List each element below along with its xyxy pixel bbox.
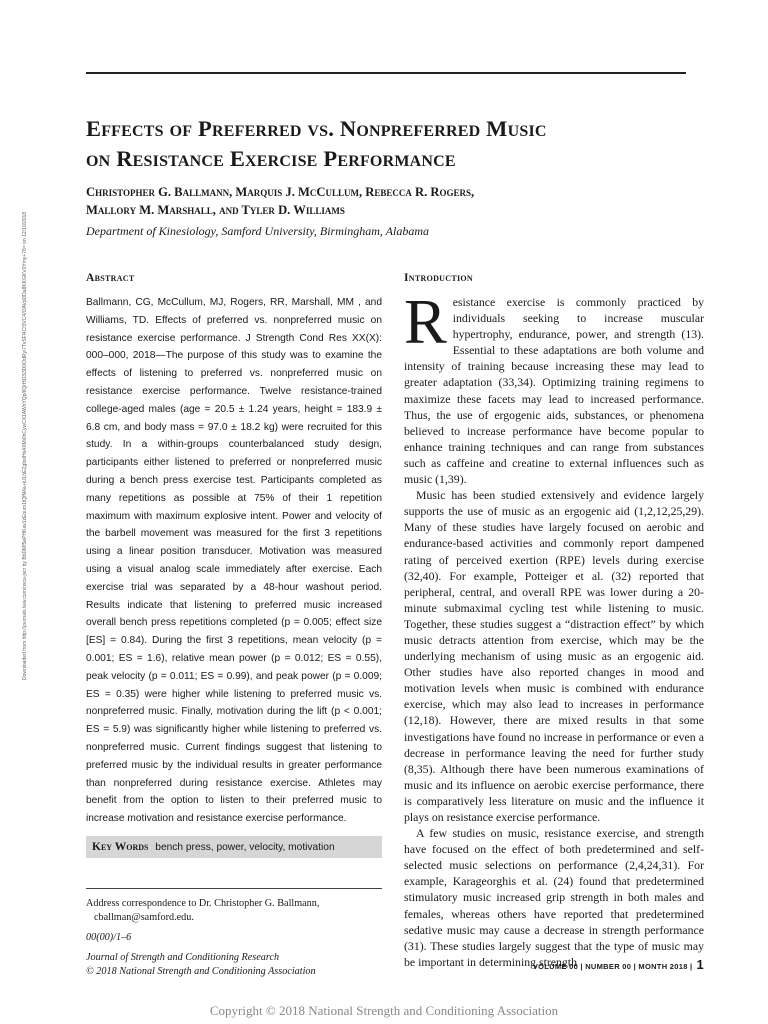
- title-line-2: on Resistance Exercise Performance: [86, 146, 456, 171]
- right-column: [404, 272, 704, 970]
- correspondence-note: Address correspondence to Dr. Christopher G. Ballmann, cballman@samford.edu.: [86, 897, 320, 923]
- affiliation: Department of Kinesiology, Samford University, Birmingham, Alabama: [86, 224, 429, 238]
- keywords-label: Key Words: [92, 840, 149, 853]
- introduction-body: [404, 286, 704, 970]
- introduction-heading: Introduction: [404, 272, 473, 284]
- footnote-rule: [86, 888, 382, 889]
- page-range: 00(00)/1–6: [86, 931, 132, 943]
- journal-info: [86, 951, 382, 979]
- intro-paragraph-1-text: esistance exercise is commonly practiced by individuals seeking to increase muscular hypertrophy, endurance, power, and strength (13). Essential to these adaptations are both volume and intensity of training because increasing these may lead to greater adaptation (33,34). Optimizing training regimens to maximize these facets may lead to increased performance. Thus, the use of ergogenic aids, substances, or phenomena believed to increase performance have become popular to enhance training techniques and can range from substances such as caffeine and creatine to external influences such as music (1,39).: [404, 295, 704, 487]
- authors-line-2: Mallory M. Marshall, and Tyler D. Williams: [86, 203, 345, 217]
- intro-paragraph-2: Music has been studied extensively and evidence largely supports the use of music as an ergogenic aid (1,2,12,25,29). Many of these studies have largely focused on aerobic and endurance-based activities and commonly report dampened rating of perceived exertion (RPE) levels during exercise (32,40). For example, Potteiger et al. (32) reported that peripheral, central, and overall RPE was lower during a 20-minute submaximal cycling test while listening to music. Together, these studies suggest a “distraction effect” by which music detracts attention from exercise, which may be the underlying mechanism of using music as an ergogenic aid. Other studies have also reported changes in mood and motivation levels when music is combined with endurance exercise, which may also lead to increases in performance (12,18). However, there are mixed results in that some investigations have found no increase in performance or even a decrease in performance leaving the need for further study (8,35). Although there have been numerous examinations of music and its influence on aerobic exercise performance, there is comparatively less literature on music and the influence it plays on resistance exercise performance.: [404, 488, 704, 824]
- top-rule: [86, 72, 686, 74]
- page-number: 1: [696, 957, 704, 972]
- abstract-heading: Abstract: [86, 272, 135, 284]
- running-footer: [533, 957, 704, 972]
- left-column: [86, 272, 382, 985]
- footnotes: [86, 897, 382, 979]
- keywords-text: bench press, power, velocity, motivation: [155, 841, 335, 853]
- intro-paragraph-3: A few studies on music, resistance exercise, and strength have focused on the effect of both predetermined and self-selected music selections on performance (2,4,24,31). For example, Karageorghis et al. (24) found that predetermined stimulatory music increased grip strength in both males and females, whereas others have reported that predetermined sedative music may cause a decrease in strength performance (31). These studies largely suggest that the type of music may be important in determining strength: [404, 826, 704, 969]
- title-line-1: Effects of Preferred vs. Nonpreferred Music: [86, 116, 547, 141]
- drop-cap: R: [404, 286, 447, 357]
- issue-info: VOLUME 00 | NUMBER 00 | MONTH 2018 |: [532, 962, 693, 971]
- paper-title: [86, 114, 706, 174]
- journal-copyright: © 2018 National Strength and Conditioning Association: [86, 965, 316, 977]
- intro-paragraph-1: [404, 286, 704, 487]
- abstract-text: Ballmann, CG, McCullum, MJ, Rogers, RR, Marshall, MM , and Williams, TD. Effects of preferred vs. nonpreferred music on resistance exercise performance. J Strength Cond Res XX(X): 000–000, 2018—The purpose of this study was to examine the effects of listening to preferred vs. nonpreferred music on resistance exercise performance. Twelve resistance-trained college-aged males (age = 20.5 ± 1.24 years, height = 183.9 ± 6.8 cm, and body mass = 97.0 ± 18.2 kg) were recruited for this study. In a within-groups counterbalanced study design, participants either listened to preferred or nonpreferred music during a bench press exercise test. Participants completed as many repetitions as possible at 75% of their 1 repetition maximum with maximum explosive intent. Power and velocity of the barbell movement was measured for the first 3 repetitions using a linear position transducer. Motivation was measured using a visual analog scale immediately after exercise. Each exercise trial was separated by a 48-hour washout period. Results indicate that listening to preferred music increased overall bench press repetitions completed (p = 0.005; effect size [ES] = 0.84). During the first 3 repetitions, mean velocity (p = 0.001; ES = 1.6), relative mean power (p = 0.012; ES = 0.55), peak velocity (p = 0.011; ES = 0.99), and peak power (p = 0.009; ES = 0.35) were higher while listening to preferred music vs. nonpreferred music. Finally, motivation during the lift (p < 0.001; ES = 5.9) was significantly higher while listening to preferred vs. nonpreferred music. Current findings suggest that listening to preferred music by the individual results in greater performance than nonpreferred during resistance exercise. Athletes may benefit from the option to listen to their preferred music to increase motivation and resistance exercise performance.: [86, 297, 382, 825]
- authors-line-1: Christopher G. Ballmann, Marquis J. McCullum, Rebecca R. Rogers,: [86, 185, 475, 199]
- journal-name: Journal of Strength and Conditioning Research: [86, 951, 280, 963]
- download-notice: Downloaded from http://journals.lww.com/nsca-jscr by BhDMf5ePHKav1zEoum1tQfN4a+kJLhEZgbsIHo4XMi0hCywCX1AWnYQp/IlQrHD3i3D0OdRyi7TvSFl4Cf3VC4/OAVpDDa8KKGKV0Ymy+78= on 12/10/2018: [22, 211, 28, 680]
- copyright-footer: Copyright © 2018 National Strength and Conditioning Association: [209, 1003, 559, 1018]
- author-list: [86, 183, 706, 219]
- keywords-box: [86, 836, 382, 858]
